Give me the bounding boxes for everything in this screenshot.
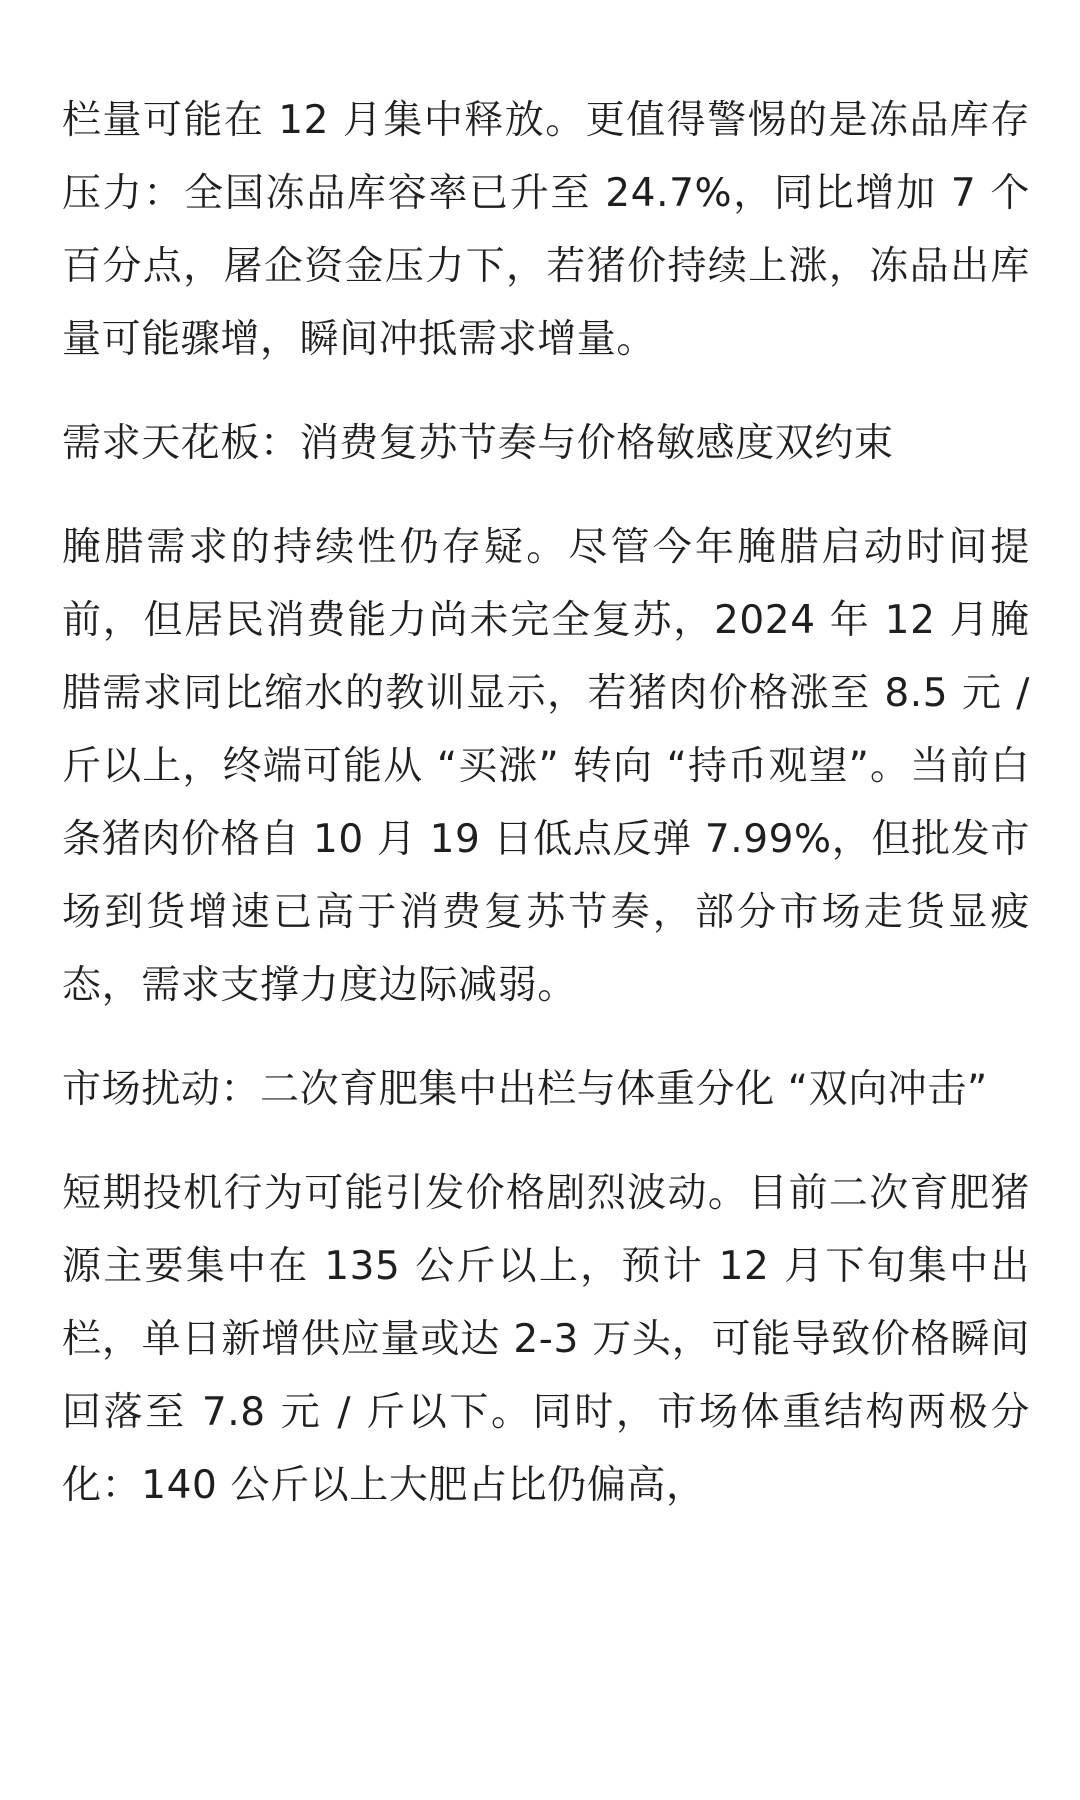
paragraph-cured-meat-demand: 腌腊需求的持续性仍存疑。尽管今年腌腊启动时间提前，但居民消费能力尚未完全复苏，2024 年 12 月腌腊需求同比缩水的教训显示，若猪肉价格涨至 8.5 元 / 斤以上，终端可能从 “买涨” 转向 “持币观望”。当前白条猪肉价格自 10 月 19 日低点反弹 7.99%，但批发市场到货增速已高于消费复苏节奏，部分市场走货显疲态，需求支撑力度边际减弱。 <box>62 525 1030 1008</box>
section-heading-demand-ceiling: 需求天花板：消费复苏节奏与价格敏感度双约束 <box>62 421 894 466</box>
paragraph-frozen-inventory: 栏量可能在 12 月集中释放。更值得警惕的是冻品库存压力：全国冻品库容率已升至 24.7%，同比增加 7 个百分点，屠企资金压力下，若猪价持续上涨，冻品出库量可能骤增，瞬间冲抵需求增量。 <box>62 98 1030 362</box>
paragraph-secondary-fattening: 短期投机行为可能引发价格剧烈波动。目前二次育肥猪源主要集中在 135 公斤以上，预计 12 月下旬集中出栏，单日新增供应量或达 2-3 万头，可能导致价格瞬间回落至 7.8 元 / 斤以下。同时，市场体重结构两极分化：140 公斤以上大肥占比仍偏高， <box>62 1171 1031 1508</box>
article-body <box>62 84 1030 1553</box>
section-heading-market-disturbance: 市场扰动：二次育肥集中出栏与体重分化 “双向冲击” <box>62 1067 988 1112</box>
